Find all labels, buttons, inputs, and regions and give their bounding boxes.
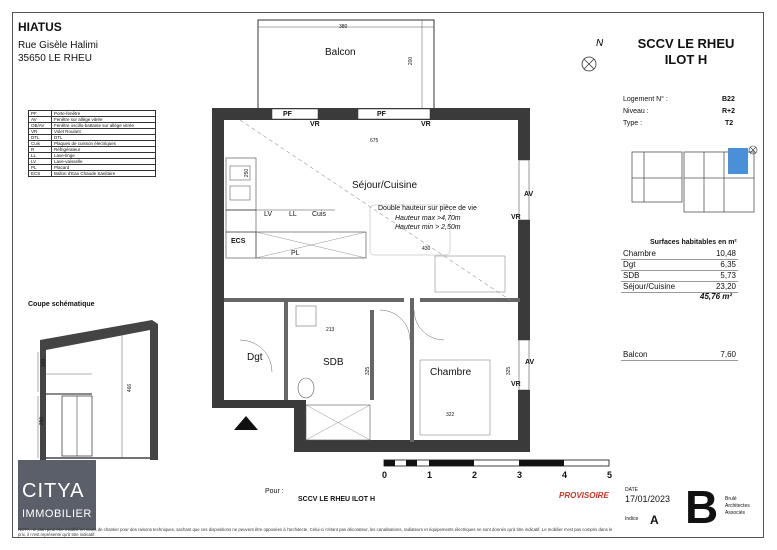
legend-label: Porte-fenêtre bbox=[52, 111, 156, 117]
legend-label: Fenêtre oscillo-battante sur allège vitrée bbox=[52, 123, 156, 129]
type-value: T2 bbox=[725, 120, 734, 127]
floor-plan bbox=[200, 10, 550, 460]
legend-label: Réfrigérateur bbox=[52, 147, 156, 153]
scale-tick-label: 2 bbox=[472, 470, 478, 480]
legend-code: LL bbox=[29, 153, 52, 159]
architect-logo-icon: B bbox=[685, 481, 719, 533]
surfaces-table bbox=[621, 249, 738, 293]
niveau-value: R+2 bbox=[722, 108, 736, 115]
status-badge: PROVISOIRE bbox=[559, 491, 609, 500]
legend-label: Lave-vaisselle bbox=[52, 159, 156, 165]
legend-label: Lave-linge bbox=[52, 153, 156, 159]
indice-value: A bbox=[650, 513, 659, 527]
surface-row bbox=[621, 260, 738, 271]
svg-text:N: N bbox=[596, 38, 604, 49]
legend-code: LV bbox=[29, 159, 52, 165]
ecs-label: ECS bbox=[231, 238, 246, 245]
niveau-label: Niveau : bbox=[623, 108, 649, 115]
legend-label: Plaques de cuisson électriques bbox=[52, 141, 156, 147]
scale-tick-label: 5 bbox=[607, 470, 613, 480]
legend-code: PL bbox=[29, 165, 52, 171]
north-arrow-icon bbox=[576, 34, 606, 74]
address-line2: 35650 LE RHEU bbox=[18, 53, 92, 64]
legend-label: Ballon d'Eau Chaude Sanitaire bbox=[52, 171, 156, 177]
section-title: Coupe schématique bbox=[28, 301, 95, 308]
balcon-row bbox=[621, 350, 738, 361]
pf-label-1: PF bbox=[283, 111, 292, 118]
sdb-label: SDB bbox=[323, 357, 344, 368]
height-max: Hauteur max >4,70m bbox=[395, 215, 461, 222]
legend-table bbox=[28, 110, 156, 177]
legend-code: DTL bbox=[29, 135, 52, 141]
indice-label: Indice bbox=[625, 516, 639, 522]
lv-label: LV bbox=[264, 211, 273, 218]
legend-code: R bbox=[29, 147, 52, 153]
pf-label-2: PF bbox=[377, 111, 386, 118]
logement-value: B22 bbox=[722, 96, 735, 103]
section-dim-250: 250 bbox=[39, 416, 46, 426]
surface-area: 5,73 bbox=[720, 271, 736, 280]
surface-area: 10,48 bbox=[715, 249, 736, 258]
cuis-label: Cuis bbox=[312, 211, 327, 218]
surface-room: Chambre bbox=[623, 249, 656, 258]
citya-logo bbox=[18, 460, 96, 530]
legend-label: DTL bbox=[52, 135, 156, 141]
disclaimer-note: NOTA : le plan peut être modifié en cours de chantier pour des raisons techniques, sachant que ces dispositions ne peuvent être opposées à l'architecte. Celui-ci n'étant pas décorateur, les canalisations, radiateurs et équipements électriques ne sont donnés qu'à titre indicatif. Le mobilier n'est pas compris dans le prix, il n'est représenté qu'à titre indicatif. bbox=[18, 527, 613, 537]
balcon-area: 7,60 bbox=[720, 350, 736, 359]
section-dim-169: 169 bbox=[41, 358, 48, 368]
legend-code: ECS bbox=[29, 171, 52, 177]
legend-code: VR bbox=[29, 129, 52, 135]
vr-label-1: VR bbox=[310, 121, 320, 128]
legend-label: Fenêtre sur allège vitrée bbox=[52, 117, 156, 123]
architect-line3: Associés bbox=[725, 510, 746, 516]
legend-code: AV bbox=[29, 117, 52, 123]
dim-325b: 325 bbox=[506, 366, 513, 376]
balcon-label: Balcon bbox=[623, 350, 648, 359]
height-min: Hauteur min > 2,50m bbox=[395, 224, 461, 231]
dim-380: 380 bbox=[339, 24, 348, 30]
av-label-2: AV bbox=[525, 359, 535, 366]
av-label-1: AV bbox=[524, 191, 534, 198]
vr-label-2: VR bbox=[421, 121, 431, 128]
date-label: DATE bbox=[625, 487, 638, 493]
architect-line1: Brulé bbox=[725, 496, 737, 502]
logo-line1: CITYA bbox=[22, 480, 85, 502]
surface-room: Séjour/Cuisine bbox=[623, 282, 676, 291]
pour-value: SCCV LE RHEU ILOT H bbox=[298, 496, 376, 503]
dim-213: 213 bbox=[326, 327, 335, 333]
section-dim-466: 466 bbox=[127, 383, 134, 393]
scale-tick-label: 0 bbox=[382, 470, 388, 480]
surface-area: 6,35 bbox=[720, 260, 736, 269]
key-plan bbox=[624, 138, 764, 220]
legend-label: Placard bbox=[52, 165, 156, 171]
dim-675: 675 bbox=[370, 138, 379, 144]
scale-tick-label: 1 bbox=[427, 470, 433, 480]
scale-tick-label: 3 bbox=[517, 470, 523, 480]
pl-label: PL bbox=[291, 250, 300, 257]
client-line: SCCV LE RHEU bbox=[637, 36, 735, 51]
dim-430: 430 bbox=[422, 246, 431, 252]
dim-325a: 325 bbox=[365, 366, 372, 376]
vr-label-3: VR bbox=[511, 214, 521, 221]
pour-label: Pour : bbox=[265, 488, 284, 495]
date-value: 17/01/2023 bbox=[625, 494, 671, 504]
surface-area: 23,20 bbox=[715, 282, 736, 291]
program-name: HIATUS bbox=[18, 20, 62, 34]
surfaces-title: Surfaces habitables en m² bbox=[650, 239, 737, 246]
address-line1: Rue Gisèle Halimi bbox=[18, 40, 99, 51]
legend-code: PF bbox=[29, 111, 52, 117]
balcony-label: Balcon bbox=[325, 47, 356, 58]
legend-code: Cuis bbox=[29, 141, 52, 147]
scale-tick-label: 4 bbox=[562, 470, 568, 480]
legend-label: Volet Roulant bbox=[52, 129, 156, 135]
architect-line2: Architectes bbox=[725, 503, 750, 509]
chambre-label: Chambre bbox=[430, 367, 472, 378]
surface-room: Dgt bbox=[623, 260, 636, 269]
legend-row bbox=[29, 171, 156, 177]
dim-250: 250 bbox=[244, 168, 251, 178]
lot-line: ILOT H bbox=[664, 52, 708, 67]
surfaces-total: 45,76 m² bbox=[700, 292, 733, 301]
logo-line2: IMMOBILIER bbox=[22, 508, 92, 520]
section-drawing bbox=[22, 312, 162, 462]
double-height-note: Double hauteur sur pièce de vie bbox=[378, 205, 477, 212]
surface-row bbox=[621, 249, 738, 260]
legend-code: OB/AV bbox=[29, 123, 52, 129]
dim-322: 322 bbox=[446, 412, 455, 418]
sejour-label: Séjour/Cuisine bbox=[352, 180, 418, 191]
surface-room: SDB bbox=[623, 271, 640, 280]
client-name bbox=[614, 36, 758, 68]
type-label: Type : bbox=[623, 120, 643, 127]
vr-label-4: VR bbox=[511, 381, 521, 388]
logement-label: Logement N° : bbox=[623, 96, 668, 103]
dim-200: 200 bbox=[408, 56, 415, 66]
ll-label: LL bbox=[289, 211, 297, 218]
scale-bar bbox=[380, 458, 615, 470]
dgt-label: Dgt bbox=[247, 352, 263, 363]
surface-row bbox=[621, 271, 738, 282]
